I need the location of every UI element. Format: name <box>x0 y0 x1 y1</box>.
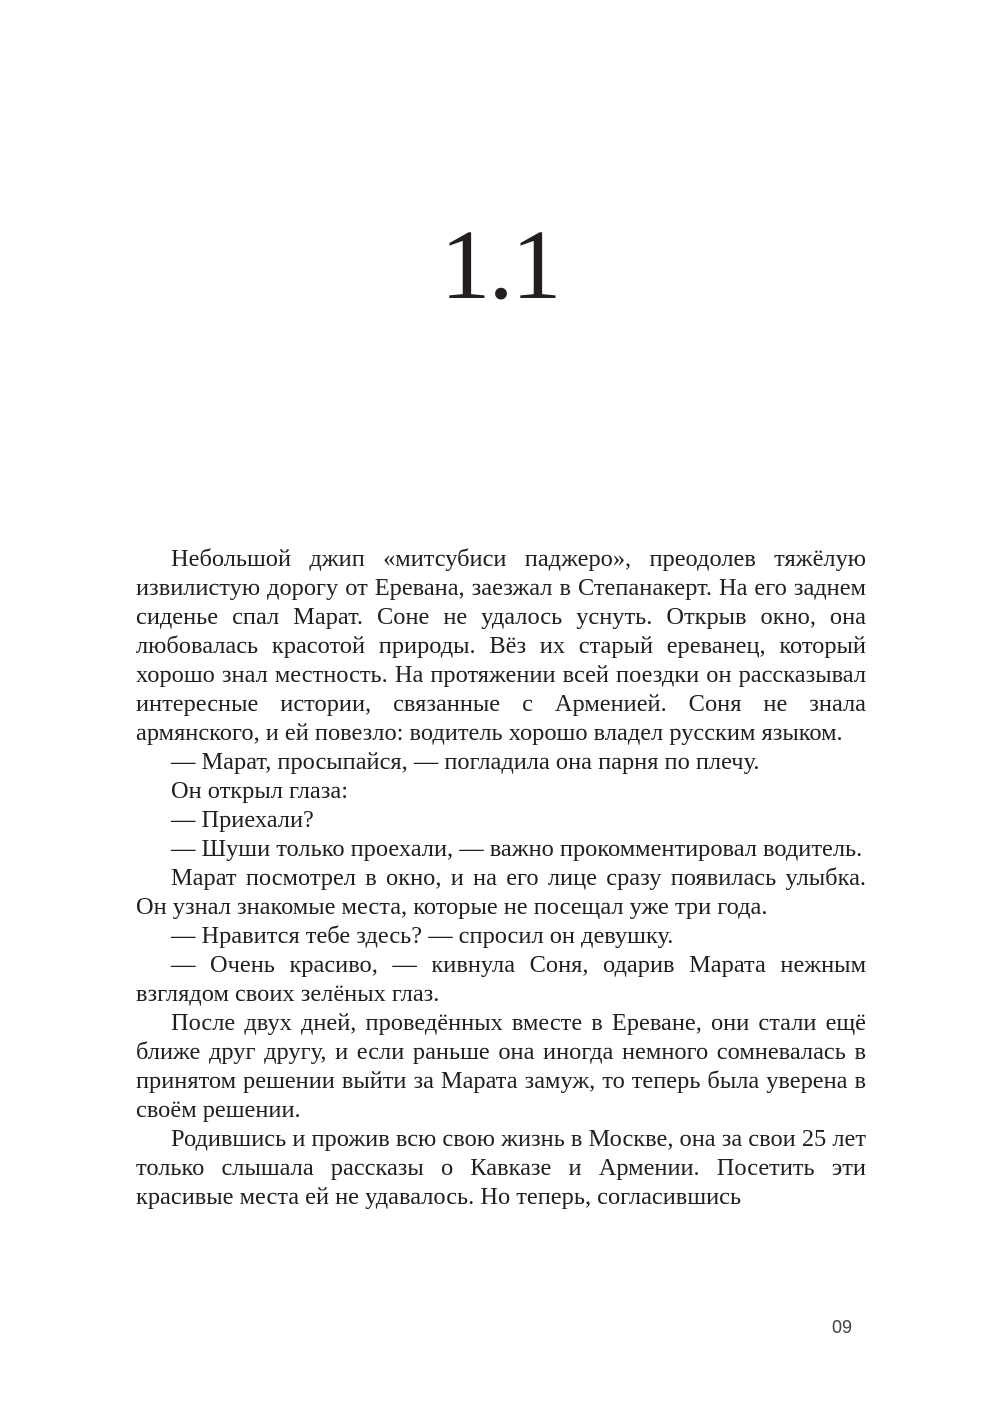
paragraph: — Приехали? <box>171 806 314 833</box>
paragraph: — Марат, просыпайся, — погладила она парня по плечу. <box>171 748 760 775</box>
paragraph: — Нравится тебе здесь? — спросил он девушку. <box>171 922 674 949</box>
chapter-number: 1.1 <box>440 209 560 320</box>
paragraph: — Шуши только проехали, — важно прокомментировал водитель. <box>171 835 863 862</box>
paragraph: Он открыл глаза: <box>171 777 348 804</box>
body-text <box>136 544 866 1211</box>
paragraph: Марат посмотрел в окно, и на его лице сразу появилась улыбка. Он узнал знакомые места, которые не посещал уже три года. <box>136 864 866 920</box>
paragraph: Небольшой джип «митсубиси паджеро», преодолев тяжёлую извилистую дорогу от Еревана, заезжал в Степанакерт. На его заднем сиденье спал Марат. Соне не удалось уснуть. Открыв окно, она любовалась красотой природы. Вёз их старый ереванец, который хорошо знал местность. На протяжении всей поездки он рассказывал интересные истории, связанные с Арменией. Соня не знала армянского, и ей повезло: водитель хорошо владел русским языком. <box>136 545 866 746</box>
paragraph: — Очень красиво, — кивнула Соня, одарив Марата нежным взглядом своих зелёных глаз. <box>136 951 866 1007</box>
paragraph: После двух дней, проведённых вместе в Ереване, они стали ещё ближе друг другу, и если раньше она иногда немного сомневалась в принятом решении выйти за Марата замуж, то теперь была уверена в своём решении. <box>136 1009 866 1123</box>
page-number: 09 <box>831 1317 852 1337</box>
paragraph: Родившись и прожив всю свою жизнь в Москве, она за свои 25 лет только слышала рассказы о Кавказе и Армении. Посетить эти красивые места ей не удавалось. Но теперь, согласившись <box>136 1125 866 1210</box>
